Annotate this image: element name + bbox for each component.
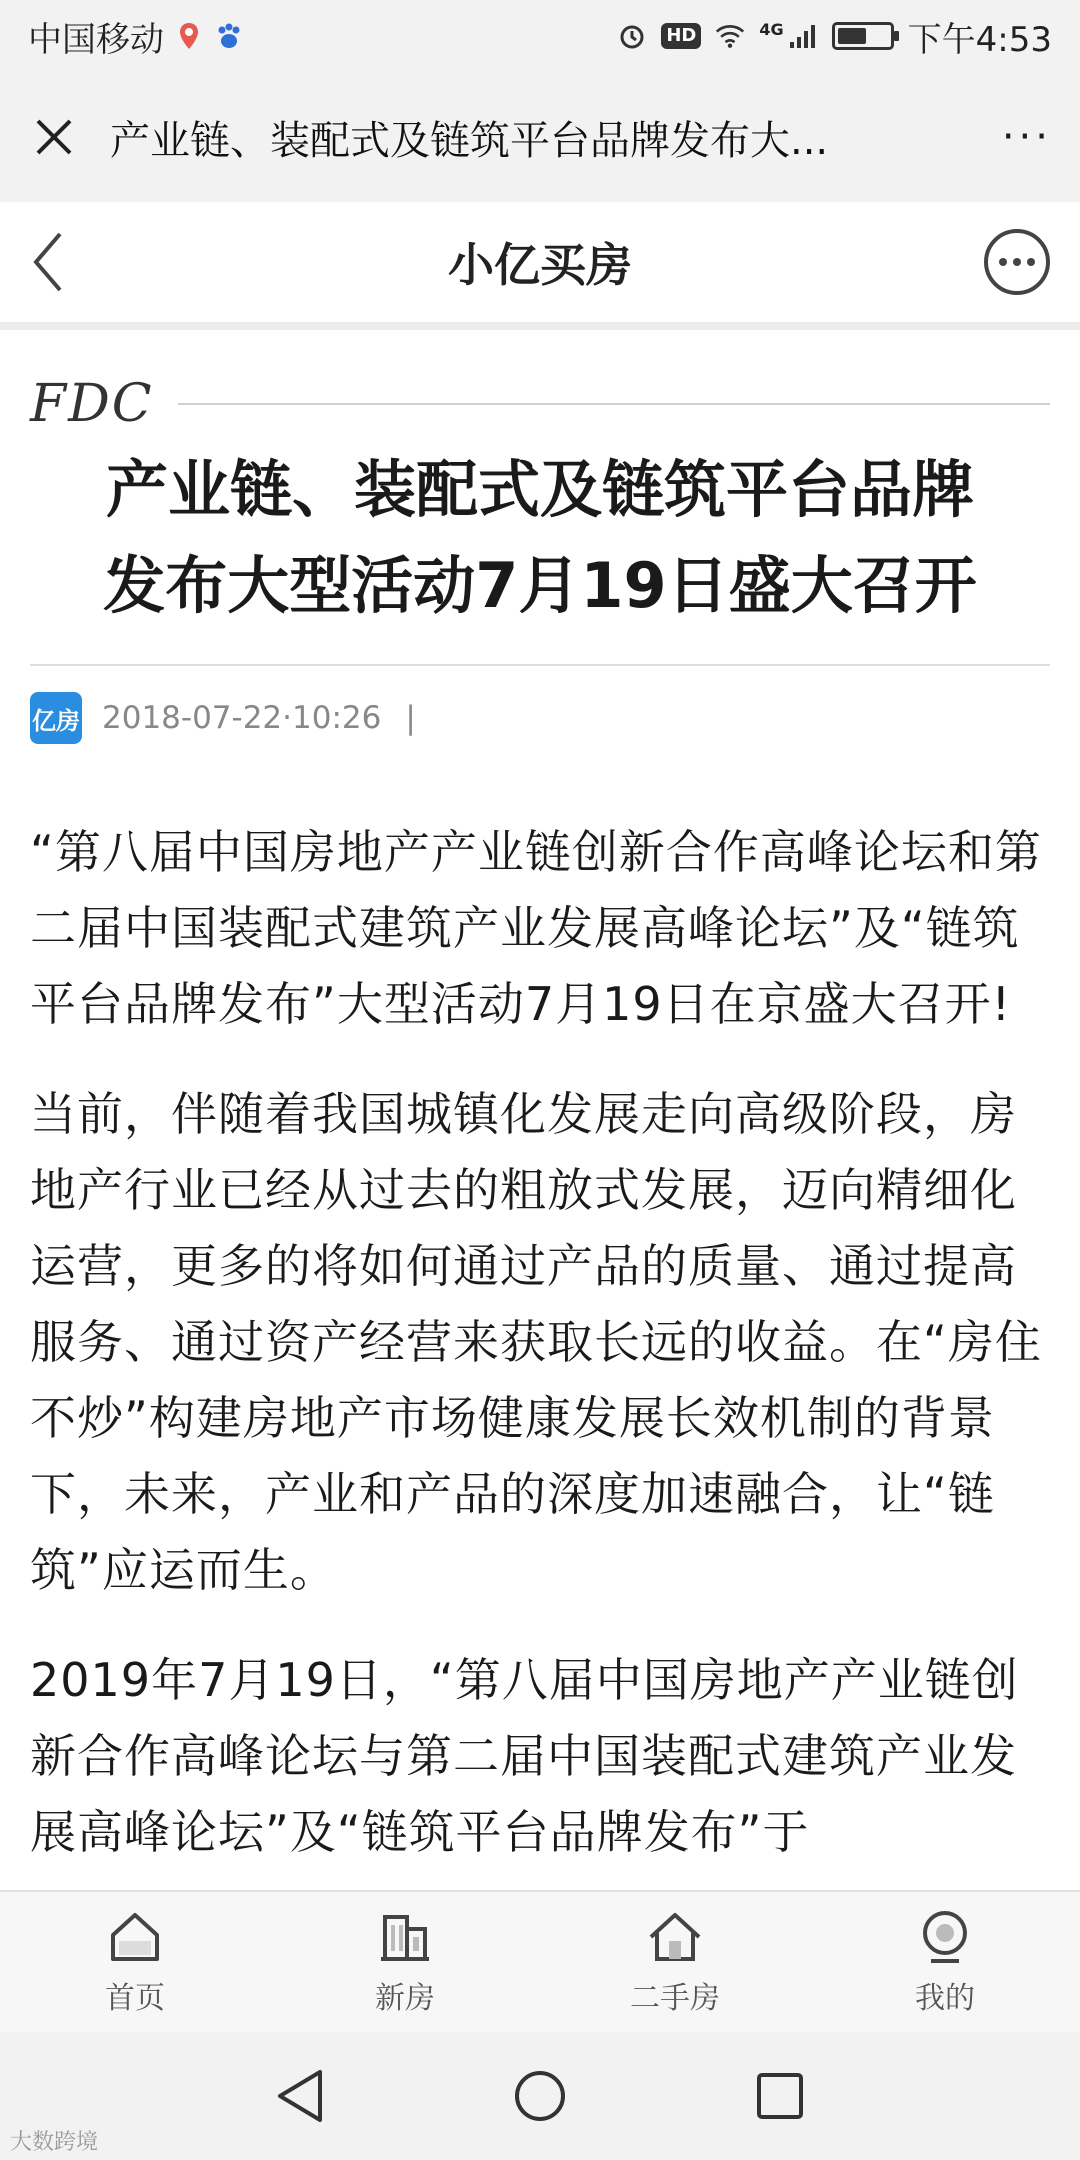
headline-divider — [30, 664, 1050, 666]
status-bar — [0, 0, 1080, 72]
clock-label: 下午4:53 — [907, 19, 1052, 60]
building-icon — [375, 1907, 435, 1967]
source-logo[interactable]: 亿房 — [30, 692, 82, 744]
status-right — [617, 12, 1052, 61]
nav-recents-button[interactable] — [745, 2061, 815, 2131]
publish-timestamp: 2018-07-22·10:26 — [102, 700, 382, 736]
profile-icon — [915, 1907, 975, 1967]
article-meta — [30, 692, 1050, 744]
headline-line-1: 产业链、装配式及链筑平台品牌 — [105, 453, 974, 526]
article-tag: FDC — [30, 374, 154, 434]
article-paragraph: “第八届中国房地产产业链创新合作高峰论坛和第二届中国装配式建筑产业发展高峰论坛”及“链筑平台品牌发布”大型活动7月19日在京盛大召开! — [30, 825, 1042, 1031]
headline-line-2: 发布大型活动7月19日盛大召开 — [103, 549, 977, 622]
hd-badge: HD — [661, 23, 701, 49]
menu-dot — [1013, 258, 1021, 266]
more-options-button[interactable]: ··· — [1001, 114, 1052, 160]
wifi-icon — [715, 21, 745, 51]
tab-label: 二手房 — [630, 1981, 720, 2016]
battery-level-fill — [838, 28, 866, 44]
system-nav-bar — [0, 2032, 1080, 2160]
tab-home[interactable] — [0, 1892, 270, 2032]
network-type-label: 4G — [759, 19, 784, 39]
square-recents-icon — [754, 2070, 806, 2122]
tag-divider — [178, 403, 1050, 405]
app-header — [0, 202, 1080, 330]
app-title: 小亿买房 — [448, 238, 632, 292]
browser-title-bar — [0, 72, 1080, 202]
nav-back-button[interactable] — [265, 2061, 335, 2131]
page-title: 产业链、装配式及链筑平台品牌发布大... — [110, 117, 829, 164]
close-button[interactable] — [28, 111, 80, 163]
status-left — [28, 12, 244, 61]
article-paragraph: 当前，伴随着我国城镇化发展走向高级阶段，房地产行业已经从过去的粗放式发展，迈向精细化运营，更多的将如何通过产品的质量、通过提高服务、通过资产经营来获取长远的收益。在“房住不炒”构建房地产市场健康发展长效机制的背景下，未来，产业和产品的深度加速融合，让“链筑”应运而生。 — [30, 1087, 1042, 1597]
tab-new-homes[interactable] — [270, 1892, 540, 2032]
article-tag-row — [30, 374, 1050, 434]
article-paragraph: 2019年7月19日，“第八届中国房地产产业链创新合作高峰论坛与第二届中国装配式建筑产业发展高峰论坛”及“链筑平台品牌发布”于 — [30, 1653, 1019, 1859]
house-icon — [645, 1907, 705, 1967]
article-content[interactable] — [0, 338, 1080, 1890]
tab-label: 新房 — [375, 1981, 435, 2016]
baidu-paw-icon — [214, 21, 244, 51]
alarm-icon — [617, 21, 647, 51]
menu-dot — [999, 258, 1007, 266]
nav-home-button[interactable] — [505, 2061, 575, 2131]
meta-separator: | — [405, 700, 416, 736]
menu-dot — [1027, 258, 1035, 266]
carrier-label: 中国移动 — [28, 19, 164, 60]
circle-home-icon — [512, 2068, 568, 2124]
back-button[interactable] — [30, 222, 90, 302]
tab-profile[interactable] — [810, 1892, 1080, 2032]
home-icon — [105, 1907, 165, 1967]
bottom-tab-bar — [0, 1890, 1080, 2032]
chevron-left-icon — [30, 230, 66, 294]
article-headline — [30, 442, 1050, 634]
battery-icon — [832, 22, 894, 50]
triangle-back-icon — [274, 2068, 326, 2124]
watermark: 大数跨境 — [10, 2130, 99, 2155]
tab-resale-homes[interactable] — [540, 1892, 810, 2032]
signal-icon — [788, 21, 818, 51]
close-icon — [34, 117, 74, 157]
menu-button[interactable] — [984, 229, 1050, 295]
map-pin-icon — [174, 21, 204, 51]
tab-label: 我的 — [915, 1981, 975, 2016]
tab-label: 首页 — [105, 1981, 165, 2016]
